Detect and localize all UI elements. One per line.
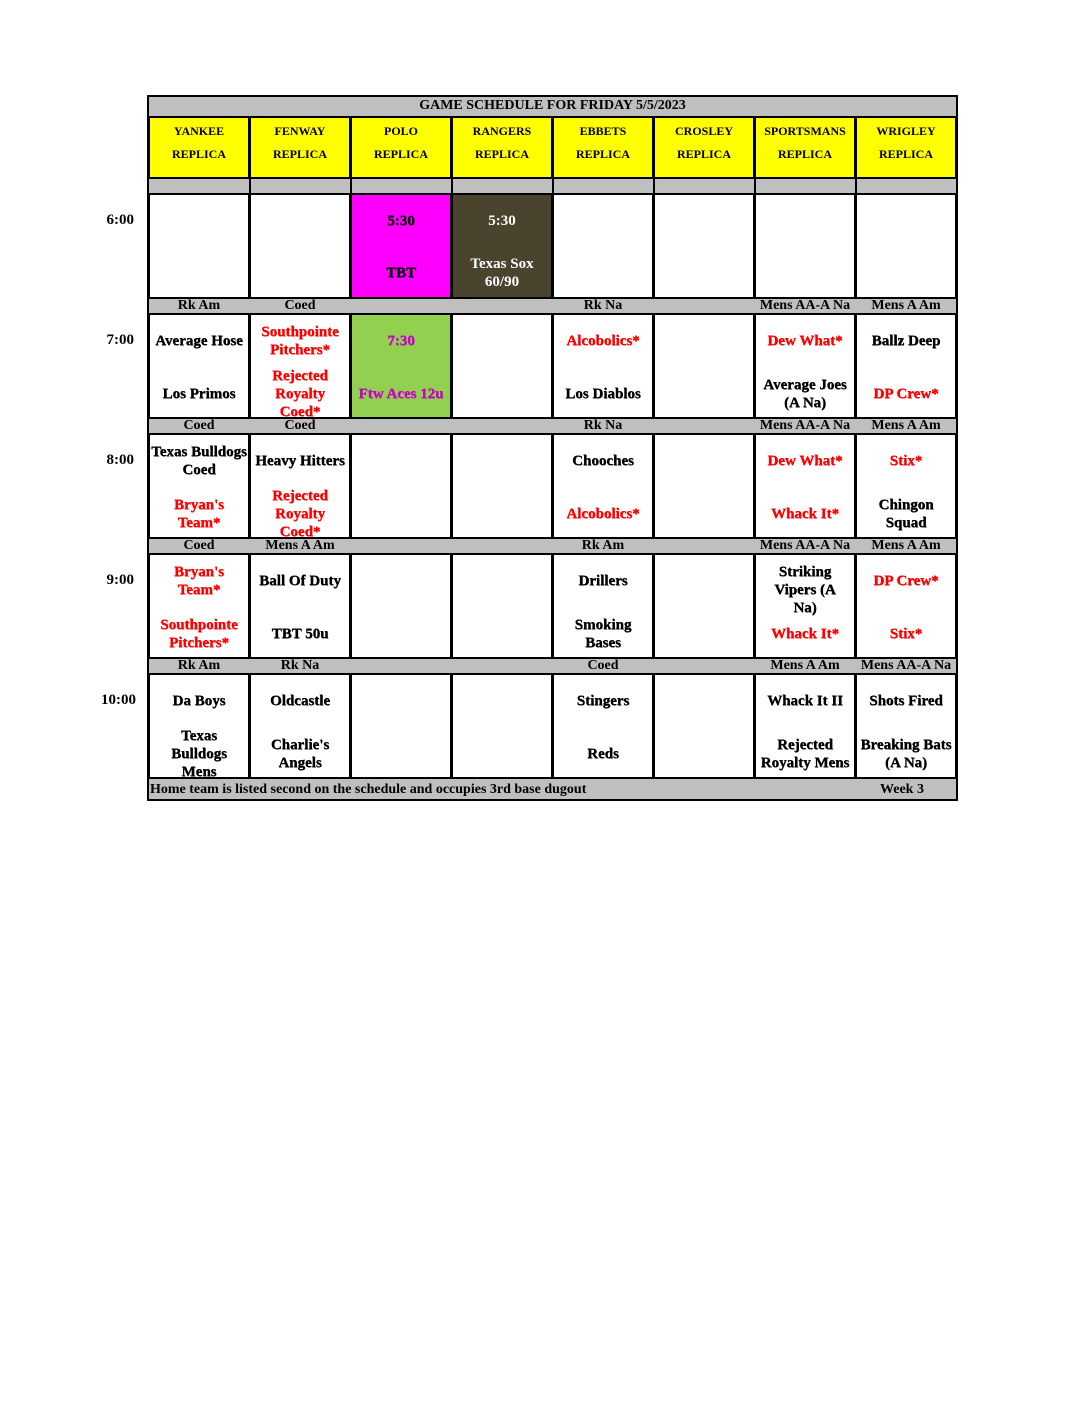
field-sub: REPLICA [272,147,327,161]
division-label: Mens AA-A Na [759,419,851,433]
home-team: Bryan's Team* [173,497,224,531]
game-cell-crosley-1 [653,193,755,299]
division-label: Rk Na [583,419,623,433]
column-rule [754,178,756,194]
time-label: 6:00 [106,212,134,228]
division-label: Coed [587,659,619,673]
game-cell-rangers-2 [451,313,553,419]
home-team: Breaking Bats (A Na) [860,737,952,771]
game-cell-rangers-5 [451,673,553,779]
away-team: Bryan's Team* [173,564,224,598]
field-name: SPORTSMANS [764,124,846,138]
home-team: Stix* [889,626,923,642]
away-team: Dew What* [767,453,843,469]
game-cell-yankee-1 [148,193,250,299]
game-cell-rangers-3 [451,433,553,539]
column-rule [855,178,857,194]
field-header-sportsmans [754,116,856,179]
game-cell-yankee-2 [148,313,250,419]
game-cell-fenway-4 [249,553,351,659]
away-team: Ballz Deep [871,333,941,349]
game-time: 5:30 [488,213,516,229]
away-team: Dew What* [767,333,843,349]
away-team: Texas Bulldogs Coed [151,444,247,478]
division-label: Coed [183,419,215,433]
team-name: Ftw Aces 12u [358,386,444,402]
away-team: Alcobolics* [566,333,640,349]
game-cell-sportsmans-3 [754,433,856,539]
field-header-wrigley [855,116,957,179]
division-label: Mens A Am [871,539,941,553]
field-header-rangers [451,116,553,179]
division-label: Coed [183,539,215,553]
game-cell-crosley-4 [653,553,755,659]
game-cell-sportsmans-4 [754,553,856,659]
away-team: Ball Of Duty [259,573,341,589]
division-label: Rk Am [581,539,625,553]
field-header-crosley [653,116,755,179]
game-cell-rangers-1 [451,193,553,299]
away-team: Stix* [889,453,923,469]
division-label: Rk Na [583,299,623,313]
division-label: Mens AA-A Na [759,299,851,313]
game-cell-wrigley-5 [855,673,957,779]
column-rule [451,178,453,194]
away-team: Shots Fired [869,693,943,709]
home-team: Rejected Royalty Coed* [272,368,328,420]
away-team: Oldcastle [270,693,330,709]
away-team: Whack It II [767,693,843,709]
home-team: Charlie's Angels [270,737,330,771]
division-label: Rk Am [177,659,221,673]
division-label: Rk Na [280,659,320,673]
division-label: Mens A Am [871,419,941,433]
column-rule [653,178,655,194]
game-cell-ebbets-4 [552,553,654,659]
home-team: Average Joes (A Na) [763,377,847,411]
field-sub: REPLICA [171,147,226,161]
home-team: Whack It* [771,506,839,522]
home-team: Rejected Royalty Coed* [272,488,328,540]
team-name: TBT [385,265,416,281]
field-sub: REPLICA [878,147,933,161]
game-cell-wrigley-3 [855,433,957,539]
field-sub: REPLICA [474,147,529,161]
division-label: Mens A Am [770,659,840,673]
time-label: 8:00 [106,452,134,468]
home-team: DP Crew* [873,386,939,402]
game-cell-fenway-1 [249,193,351,299]
home-team: TBT 50u [271,626,329,642]
field-header-ebbets [552,116,654,179]
away-team: Chooches [572,453,634,469]
away-team: Striking Vipers (A Na) [774,564,836,616]
away-team: Heavy Hitters [255,453,345,469]
division-label: Mens AA-A Na [860,659,952,673]
game-cell-ebbets-5 [552,673,654,779]
home-team: Alcobolics* [566,506,640,522]
column-rule [552,178,554,194]
field-header-fenway [249,116,351,179]
field-sub: REPLICA [373,147,428,161]
game-cell-wrigley-2 [855,313,957,419]
game-cell-crosley-2 [653,313,755,419]
field-name: YANKEE [173,124,225,138]
division-label: Mens A Am [265,539,335,553]
home-team: Los Diablos [565,386,641,402]
schedule-title: GAME SCHEDULE FOR FRIDAY 5/5/2023 [419,98,686,113]
game-cell-crosley-5 [653,673,755,779]
field-sub: REPLICA [676,147,731,161]
game-cell-polo-5 [350,673,452,779]
game-cell-crosley-3 [653,433,755,539]
division-label: Mens A Am [871,299,941,313]
division-label: Coed [284,419,316,433]
home-team: Southpointe Pitchers* [160,617,238,651]
game-cell-ebbets-1 [552,193,654,299]
field-sub: REPLICA [777,147,832,161]
field-header-yankee [148,116,250,179]
away-team: Da Boys [172,693,226,709]
home-team: Reds [587,746,619,762]
game-time: 5:30 [387,213,415,229]
game-cell-fenway-5 [249,673,351,779]
column-rule [249,178,251,194]
column-rule [350,178,352,194]
field-header-polo [350,116,452,179]
division-label: Coed [284,299,316,313]
game-cell-sportsmans-5 [754,673,856,779]
game-cell-wrigley-4 [855,553,957,659]
home-team: Chingon Squad [878,497,934,531]
game-cell-polo-1 [350,193,452,299]
home-team: Whack It* [771,626,839,642]
game-cell-rangers-4 [451,553,553,659]
home-team: Los Primos [162,386,236,402]
game-time: 7:30 [387,333,415,349]
game-cell-yankee-3 [148,433,250,539]
time-label: 9:00 [106,572,134,588]
field-name: CROSLEY [674,124,733,138]
footer-note: Home team is listed second on the schedule and occupies 3rd base dugout [150,782,587,797]
away-team: Drillers [578,573,628,589]
home-team: Smoking Bases [574,617,632,651]
game-cell-wrigley-1 [855,193,957,299]
footer-week: Week 3 [880,782,924,797]
away-team: Stingers [576,693,630,709]
time-label: 10:00 [101,692,136,708]
game-cell-polo-3 [350,433,452,539]
away-team: Southpointe Pitchers* [261,324,339,358]
field-name: WRIGLEY [876,124,936,138]
away-team: DP Crew* [873,573,939,589]
away-team: Average Hose [155,333,243,349]
game-cell-ebbets-2 [552,313,654,419]
time-label: 7:00 [106,332,134,348]
game-cell-fenway-3 [249,433,351,539]
game-cell-polo-4 [350,553,452,659]
game-cell-sportsmans-1 [754,193,856,299]
game-cell-yankee-4 [148,553,250,659]
field-name: FENWAY [274,124,326,138]
field-sub: REPLICA [575,147,630,161]
home-team: Texas Bulldogs Mens [171,728,227,780]
game-cell-yankee-5 [148,673,250,779]
division-label: Mens AA-A Na [759,539,851,553]
game-cell-fenway-2 [249,313,351,419]
game-cell-polo-2 [350,313,452,419]
game-cell-ebbets-3 [552,433,654,539]
home-team: Rejected Royalty Mens [760,737,850,771]
field-name: RANGERS [472,124,532,138]
game-cell-sportsmans-2 [754,313,856,419]
team-name: Texas Sox 60/90 [470,256,534,290]
division-label: Rk Am [177,299,221,313]
field-name: POLO [383,124,418,138]
field-name: EBBETS [579,124,627,138]
